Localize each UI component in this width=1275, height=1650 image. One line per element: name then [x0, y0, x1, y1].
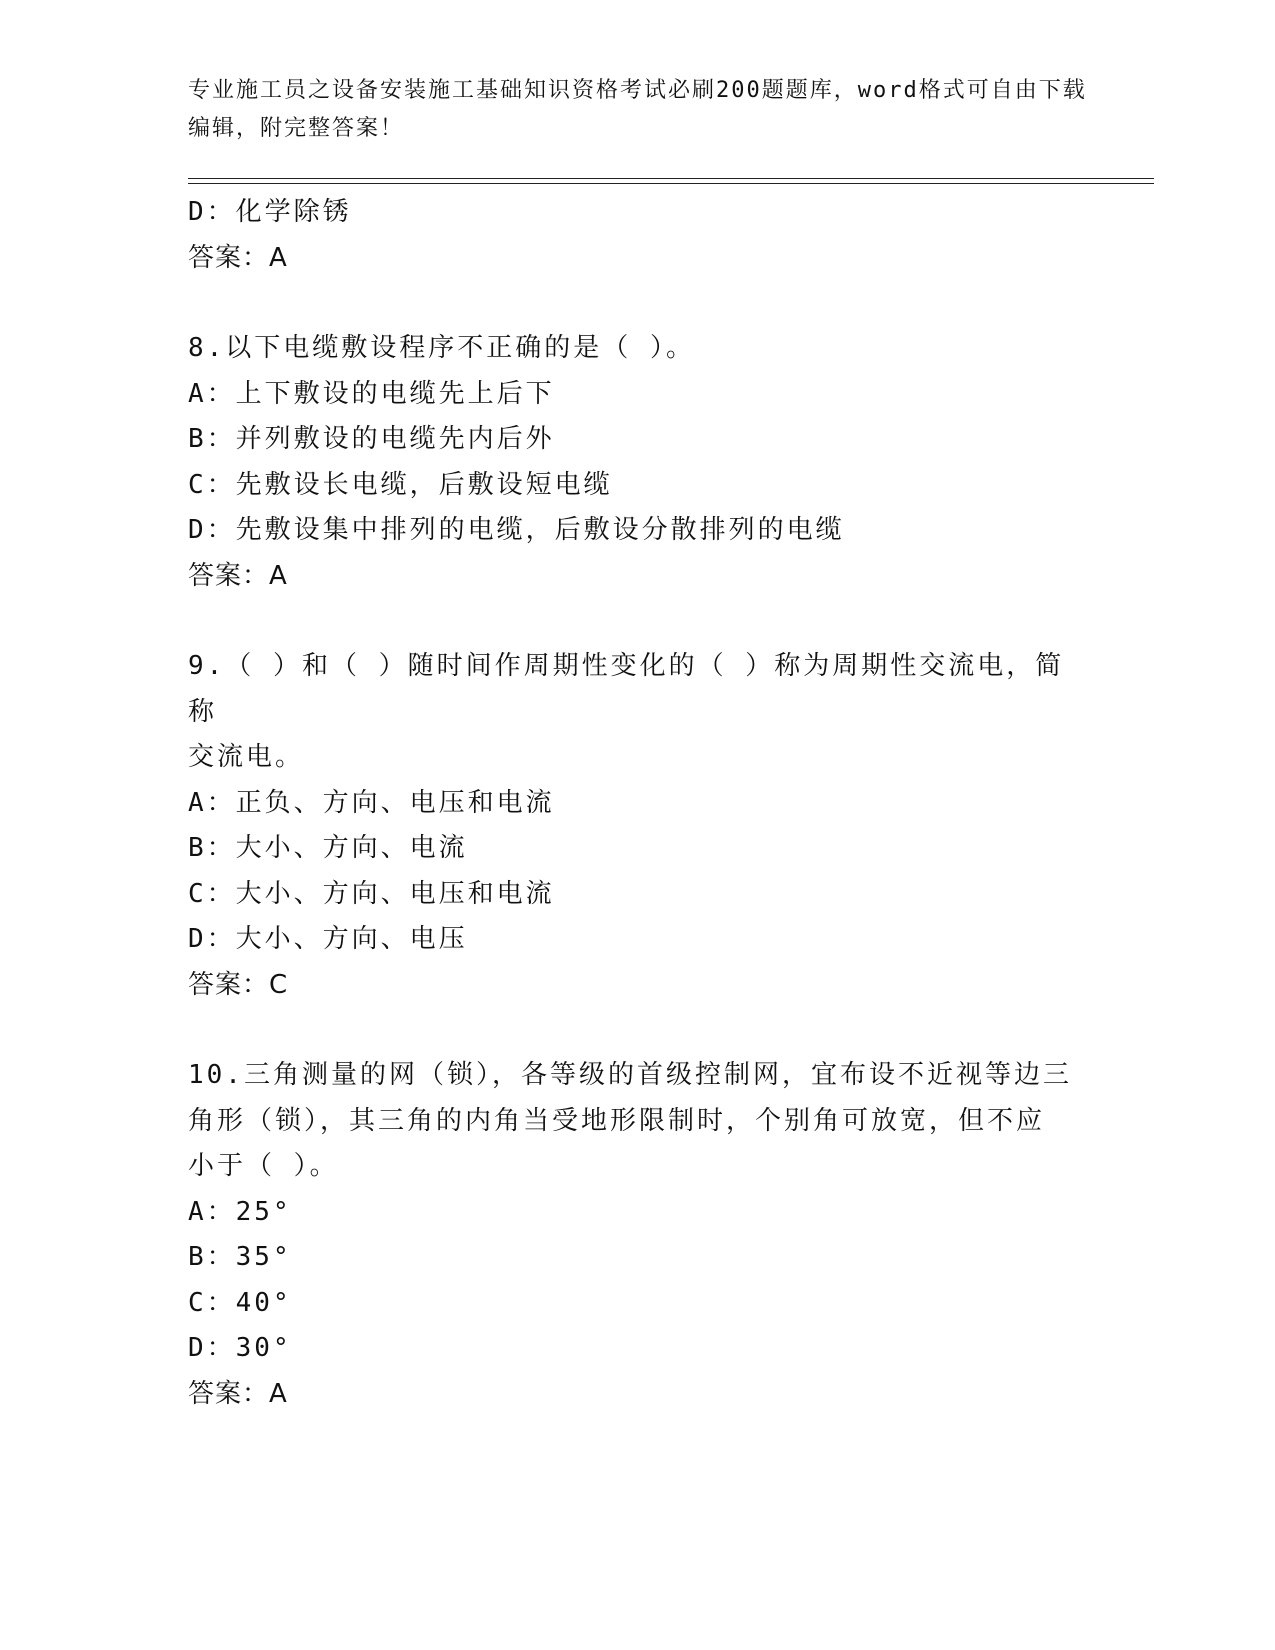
question-8: [188, 326, 1088, 599]
option-b: B：35°: [188, 1242, 292, 1272]
document-header: 专业施工员之设备安装施工基础知识资格考试必刷200题题库，word格式可自由下载编辑，附完整答案！: [188, 78, 1087, 141]
option-d: D：大小、方向、电压: [188, 924, 468, 954]
question-10: [188, 1053, 1088, 1417]
option-b: B：大小、方向、电流: [188, 833, 468, 863]
previous-question-fragment: [188, 190, 1088, 281]
question-9: [188, 644, 1088, 1008]
option-d: D：化学除锈: [188, 197, 352, 227]
question-stem: 8.以下电缆敷设程序不正确的是（ ）。: [188, 333, 695, 363]
header-rule-bottom: [188, 183, 1154, 184]
spacer: [188, 1008, 1088, 1053]
spacer: [188, 599, 1088, 644]
option-a: A：上下敷设的电缆先上后下: [188, 378, 555, 409]
question-stem-continued: 小于（ ）。: [188, 1151, 339, 1181]
question-stem: 9.（ ）和（ ）随时间作周期性变化的（ ）称为周期性交流电，简称: [188, 651, 1065, 727]
spacer: [188, 281, 1088, 326]
option-a: A：正负、方向、电压和电流: [188, 787, 555, 818]
option-d: D：先敷设集中排列的电缆，后敷设分散排列的电缆: [188, 515, 845, 545]
option-c: C：大小、方向、电压和电流: [188, 878, 555, 909]
option-c: C：40°: [188, 1287, 292, 1318]
question-stem-continued: 角形（锁），其三角的内角当受地形限制时，个别角可放宽，但不应: [188, 1105, 1046, 1136]
answer-line: 答案：C: [188, 969, 289, 1000]
question-content: [188, 190, 1088, 1417]
question-stem-continued: 交流电。: [188, 742, 305, 772]
option-d: D：30°: [188, 1333, 292, 1363]
question-stem: 10.三角测量的网（锁），各等级的首级控制网，宜布设不近视等边三: [188, 1060, 1072, 1090]
answer-line: 答案：A: [188, 560, 288, 591]
answer-line: 答案：A: [188, 1378, 288, 1409]
answer-line: 答案：A: [188, 242, 288, 273]
option-c: C：先敷设长电缆，后敷设短电缆: [188, 469, 613, 500]
option-a: A：25°: [188, 1196, 292, 1227]
header-rule-top: [188, 178, 1154, 179]
option-b: B：并列敷设的电缆先内后外: [188, 424, 555, 454]
